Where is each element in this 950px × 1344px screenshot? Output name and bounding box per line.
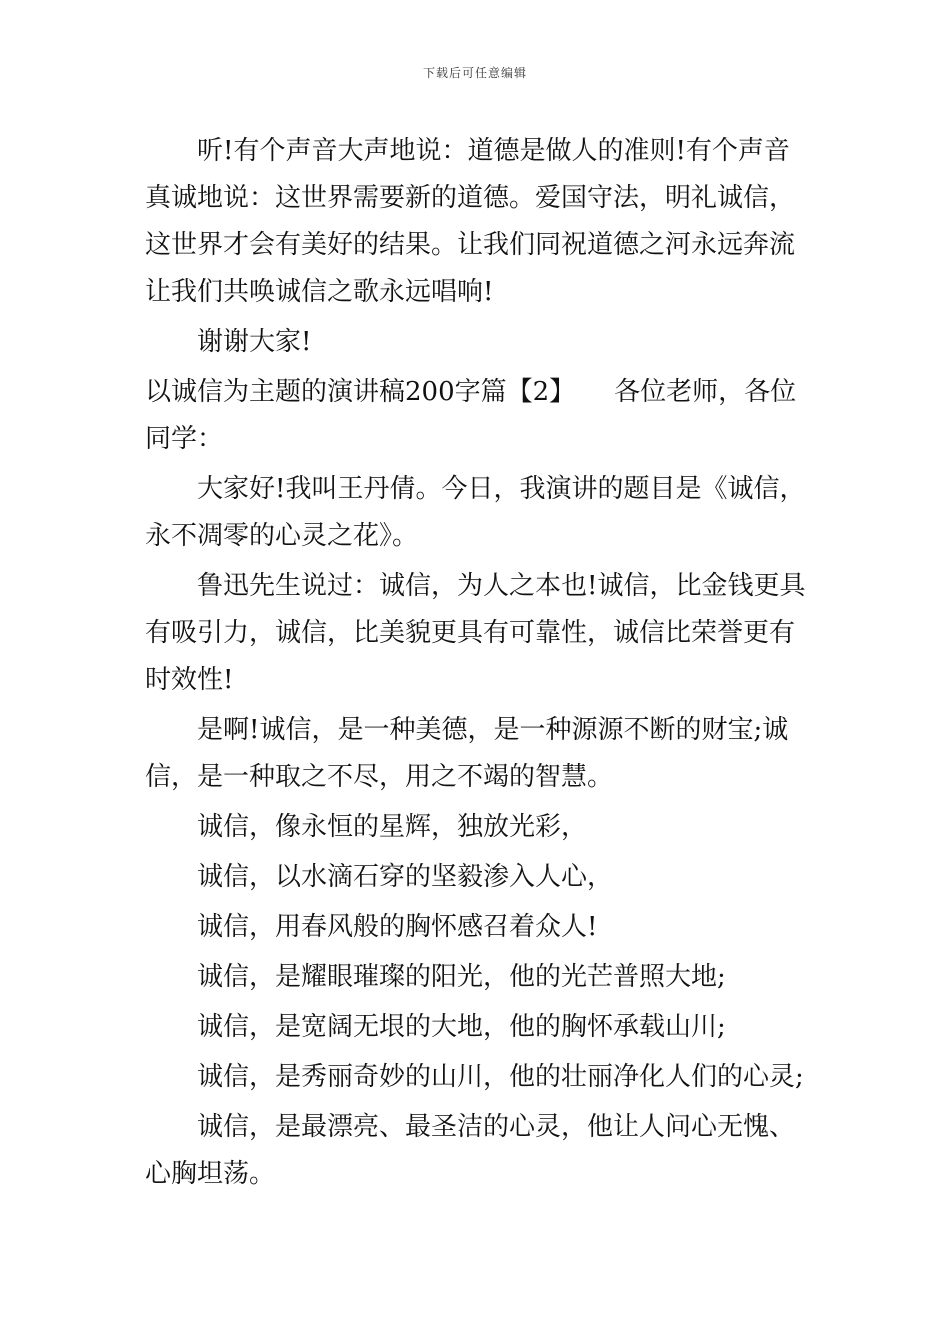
text-line: 同学： (145, 424, 224, 454)
text-line: 诚信，是最漂亮、最圣洁的心灵，他让人问心无愧、 (197, 1112, 796, 1142)
text-line: 让我们共唤诚信之歌永远唱响! (145, 277, 494, 307)
text-line: 谢谢大家! (197, 327, 312, 357)
text-line: 是啊!诚信，是一种美德，是一种源源不断的财宝;诚 (197, 715, 789, 745)
paragraph (145, 1104, 810, 1198)
paragraph (145, 128, 810, 316)
text-line: 永不凋零的心灵之花》。 (145, 521, 419, 551)
paragraph (145, 466, 810, 560)
section-heading (145, 369, 810, 463)
text-line: 诚信，用春风般的胸怀感召着众人! (197, 912, 598, 942)
text-line: 信，是一种取之不尽，用之不竭的智慧。 (145, 762, 614, 792)
page-header: 下载后可任意编辑 (422, 66, 527, 80)
paragraph (145, 804, 810, 851)
text-line: 鲁迅先生说过：诚信，为人之本也!诚信，比金钱更具 (197, 571, 806, 601)
paragraph (145, 904, 810, 951)
paragraph (145, 854, 810, 901)
text-line: 诚信，以水滴石穿的坚毅渗入人心， (197, 862, 614, 892)
text-line: 这世界才会有美好的结果。让我们同祝道德之河永远奔流 (145, 230, 796, 260)
text-line: 时效性! (145, 665, 234, 695)
paragraph (145, 707, 810, 801)
text-line: 大家好!我叫王丹倩。今日，我演讲的题目是《诚信， (197, 474, 806, 504)
text-line: 心胸坦荡。 (145, 1159, 276, 1189)
paragraph (145, 563, 810, 704)
document-body (145, 128, 810, 1198)
text-line: 诚信，是秀丽奇妙的山川，他的壮丽净化人们的心灵; (197, 1062, 804, 1092)
text-line: 以诚信为主题的演讲稿200字篇【2】 各位老师，各位 (145, 377, 797, 407)
paragraph (145, 1054, 810, 1101)
text-line: 诚信，是宽阔无垠的大地，他的胸怀承载山川; (197, 1012, 726, 1042)
text-line: 真诚地说：这世界需要新的道德。爱国守法，明礼诚信， (145, 183, 796, 213)
text-line: 有吸引力，诚信，比美貌更具有可靠性，诚信比荣誉更有 (145, 618, 796, 648)
paragraph (145, 1004, 810, 1051)
text-line: 听!有个声音大声地说：道德是做人的准则!有个声音 (197, 136, 790, 166)
text-line: 诚信，像永恒的星辉，独放光彩， (197, 812, 588, 842)
paragraph (145, 954, 810, 1001)
text-line: 诚信，是耀眼璀璨的阳光，他的光芒普照大地; (197, 962, 726, 992)
paragraph (145, 319, 810, 366)
